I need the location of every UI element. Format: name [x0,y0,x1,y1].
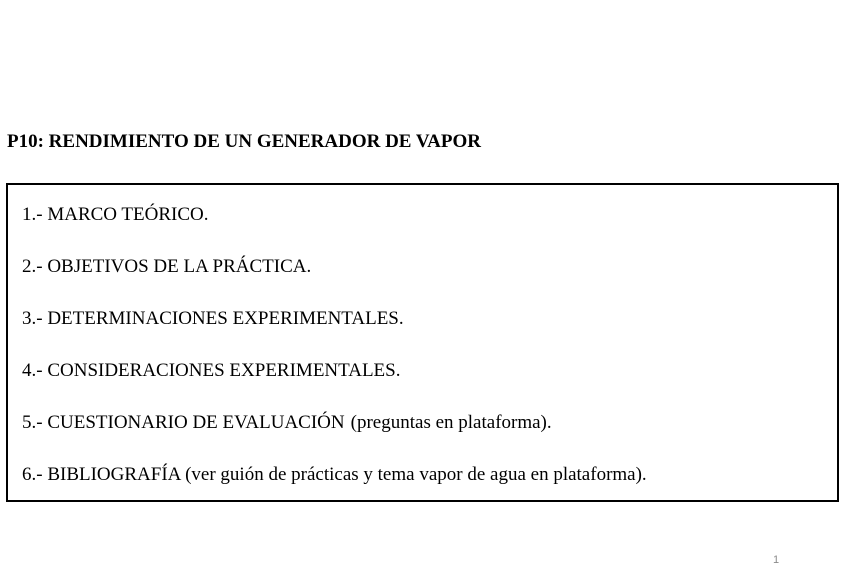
index-box [6,183,839,502]
index-item-marco-teorico [22,203,209,227]
index-item-label: 2.- OBJETIVOS DE LA PRÁCTICA. [22,256,312,277]
index-item-objetivos [22,255,311,279]
index-item-note: (preguntas en plataforma). [350,412,552,433]
index-item-label: 6.- BIBLIOGRAFÍA (ver guión de prácticas y tema vapor de agua en plataforma). [22,464,647,485]
page-title: P10: RENDIMIENTO DE UN GENERADOR DE VAPOR [7,131,481,152]
page-number: 1 [773,554,780,566]
index-item-cuestionario [22,411,552,435]
index-item-label: 4.- CONSIDERACIONES EXPERIMENTALES. [22,360,401,381]
index-item-label: 3.- DETERMINACIONES EXPERIMENTALES. [22,308,404,329]
index-item-label: 1.- MARCO TEÓRICO. [22,204,209,225]
index-item-bibliografia [22,463,647,487]
index-item-determinaciones [22,307,404,331]
index-item-consideraciones [22,359,400,383]
index-item-label: 5.- CUESTIONARIO DE EVALUACIÓN [22,412,345,433]
